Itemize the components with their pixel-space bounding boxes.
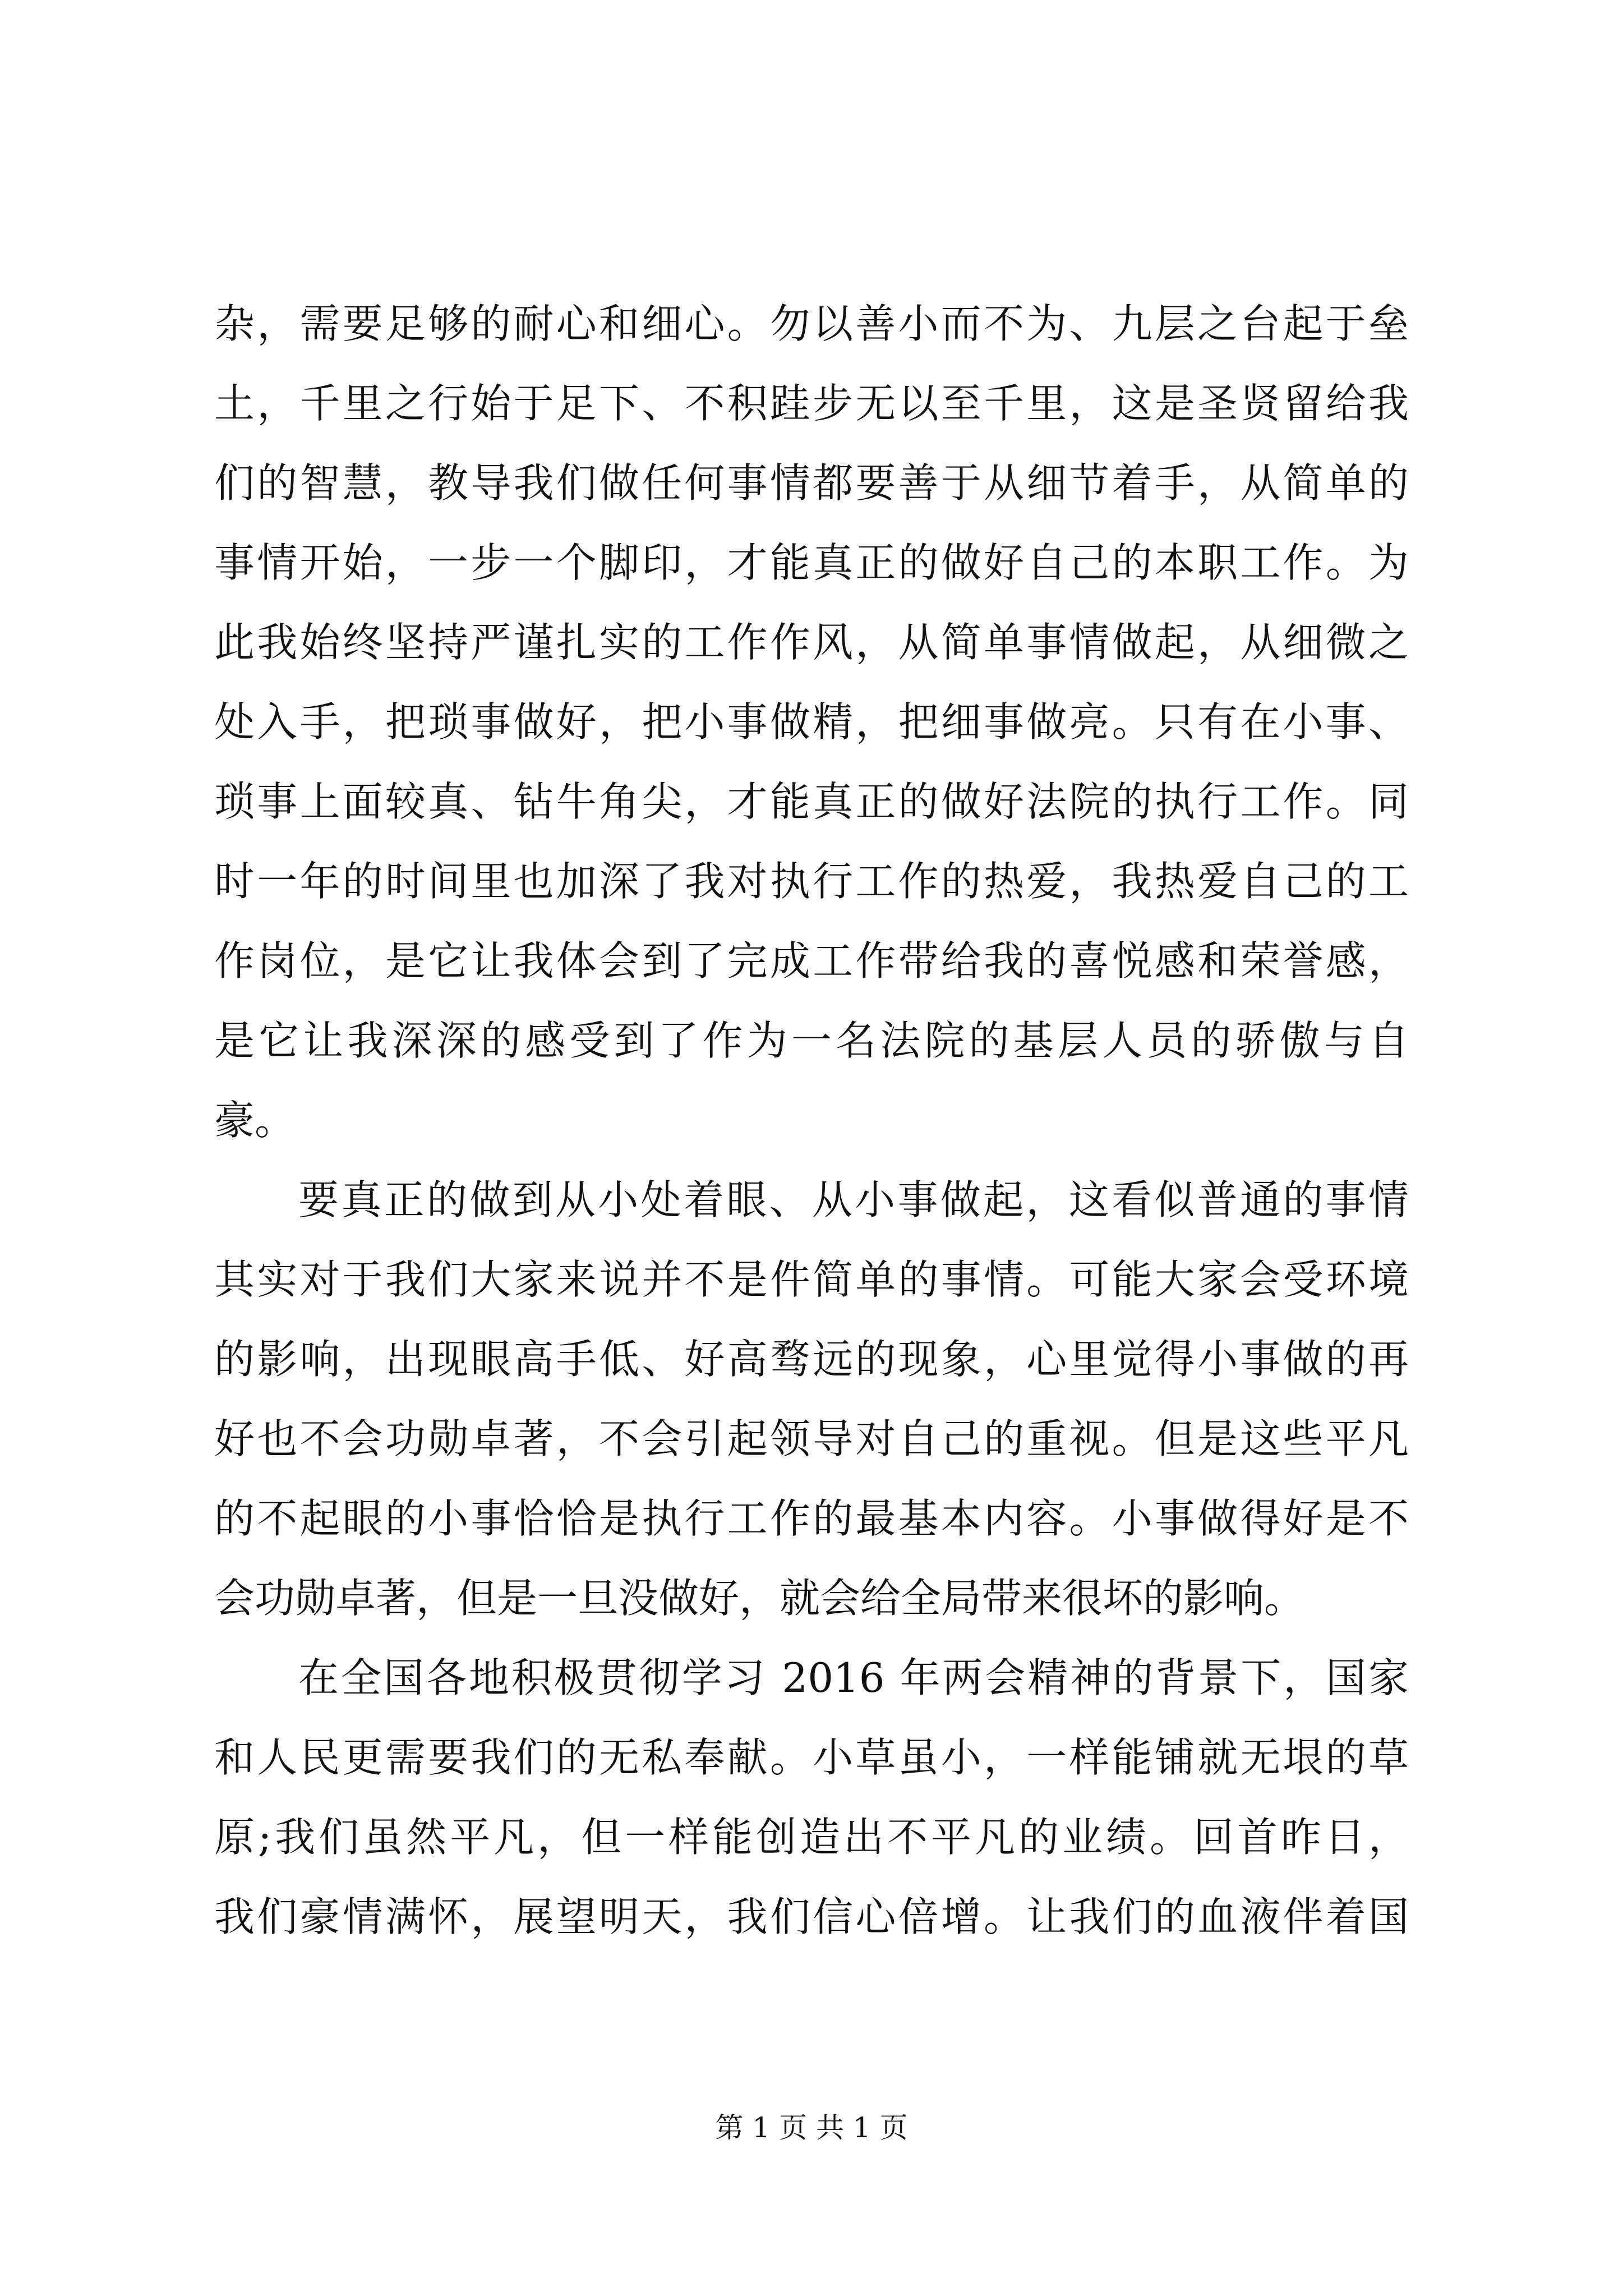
text-line: 作岗位，是它让我体会到了完成工作带给我的喜悦感和荣誉感， (214, 937, 1409, 984)
text-line: 要真正的做到从小处着眼、从小事做起，这看似普通的事情 (298, 1176, 1409, 1223)
text-line: 事情开始，一步一个脚印，才能真正的做好自己的本职工作。为 (214, 539, 1409, 586)
text-line: 在全国各地积极贯彻学习 2016 年两会精神的背景下，国家 (298, 1654, 1409, 1701)
text-line: 的影响，出现眼高手低、好高骛远的现象，心里觉得小事做的再 (214, 1336, 1409, 1383)
text-line: 处入手，把琐事做好，把小事做精，把细事做亮。只有在小事、 (214, 698, 1409, 746)
text-line: 时一年的时间里也加深了我对执行工作的热爱，我热爱自己的工 (214, 858, 1409, 905)
text-line: 杂，需要足够的耐心和细心。勿以善小而不为、九层之台起于垒 (214, 300, 1409, 347)
text-line: 我们豪情满怀，展望明天，我们信心倍增。让我们的血液伴着国 (214, 1893, 1409, 1940)
text-line: 和人民更需要我们的无私奉献。小草虽小，一样能铺就无垠的草 (214, 1734, 1409, 1781)
text-line: 的不起眼的小事恰恰是执行工作的最基本内容。小事做得好是不 (214, 1495, 1409, 1542)
text-line: 琐事上面较真、钻牛角尖，才能真正的做好法院的执行工作。同 (214, 778, 1409, 825)
document-body (214, 284, 1409, 1957)
text-line: 是它让我深深的感受到了作为一名法院的基层人员的骄傲与自 (214, 1017, 1409, 1064)
text-line: 豪。 (214, 1097, 296, 1144)
text-line: 们的智慧，教导我们做任何事情都要善于从细节着手，从简单的 (214, 459, 1409, 507)
text-line: 此我始终坚持严谨扎实的工作作风，从简单事情做起，从细微之 (214, 619, 1409, 666)
text-line: 好也不会功勋卓著，不会引起领导对自己的重视。但是这些平凡 (214, 1415, 1409, 1462)
page-footer: 第 1 页 共 1 页 (715, 2111, 908, 2144)
text-line: 会功勋卓著，但是一旦没做好，就会给全局带来很坏的影响。 (214, 1575, 1305, 1622)
text-line: 土，千里之行始于足下、不积跬步无以至千里，这是圣贤留给我 (214, 380, 1409, 427)
text-line: 原;我们虽然平凡，但一样能创造出不平凡的业绩。回首昨日， (214, 1814, 1409, 1861)
text-line: 其实对于我们大家来说并不是件简单的事情。可能大家会受环境 (214, 1256, 1409, 1303)
